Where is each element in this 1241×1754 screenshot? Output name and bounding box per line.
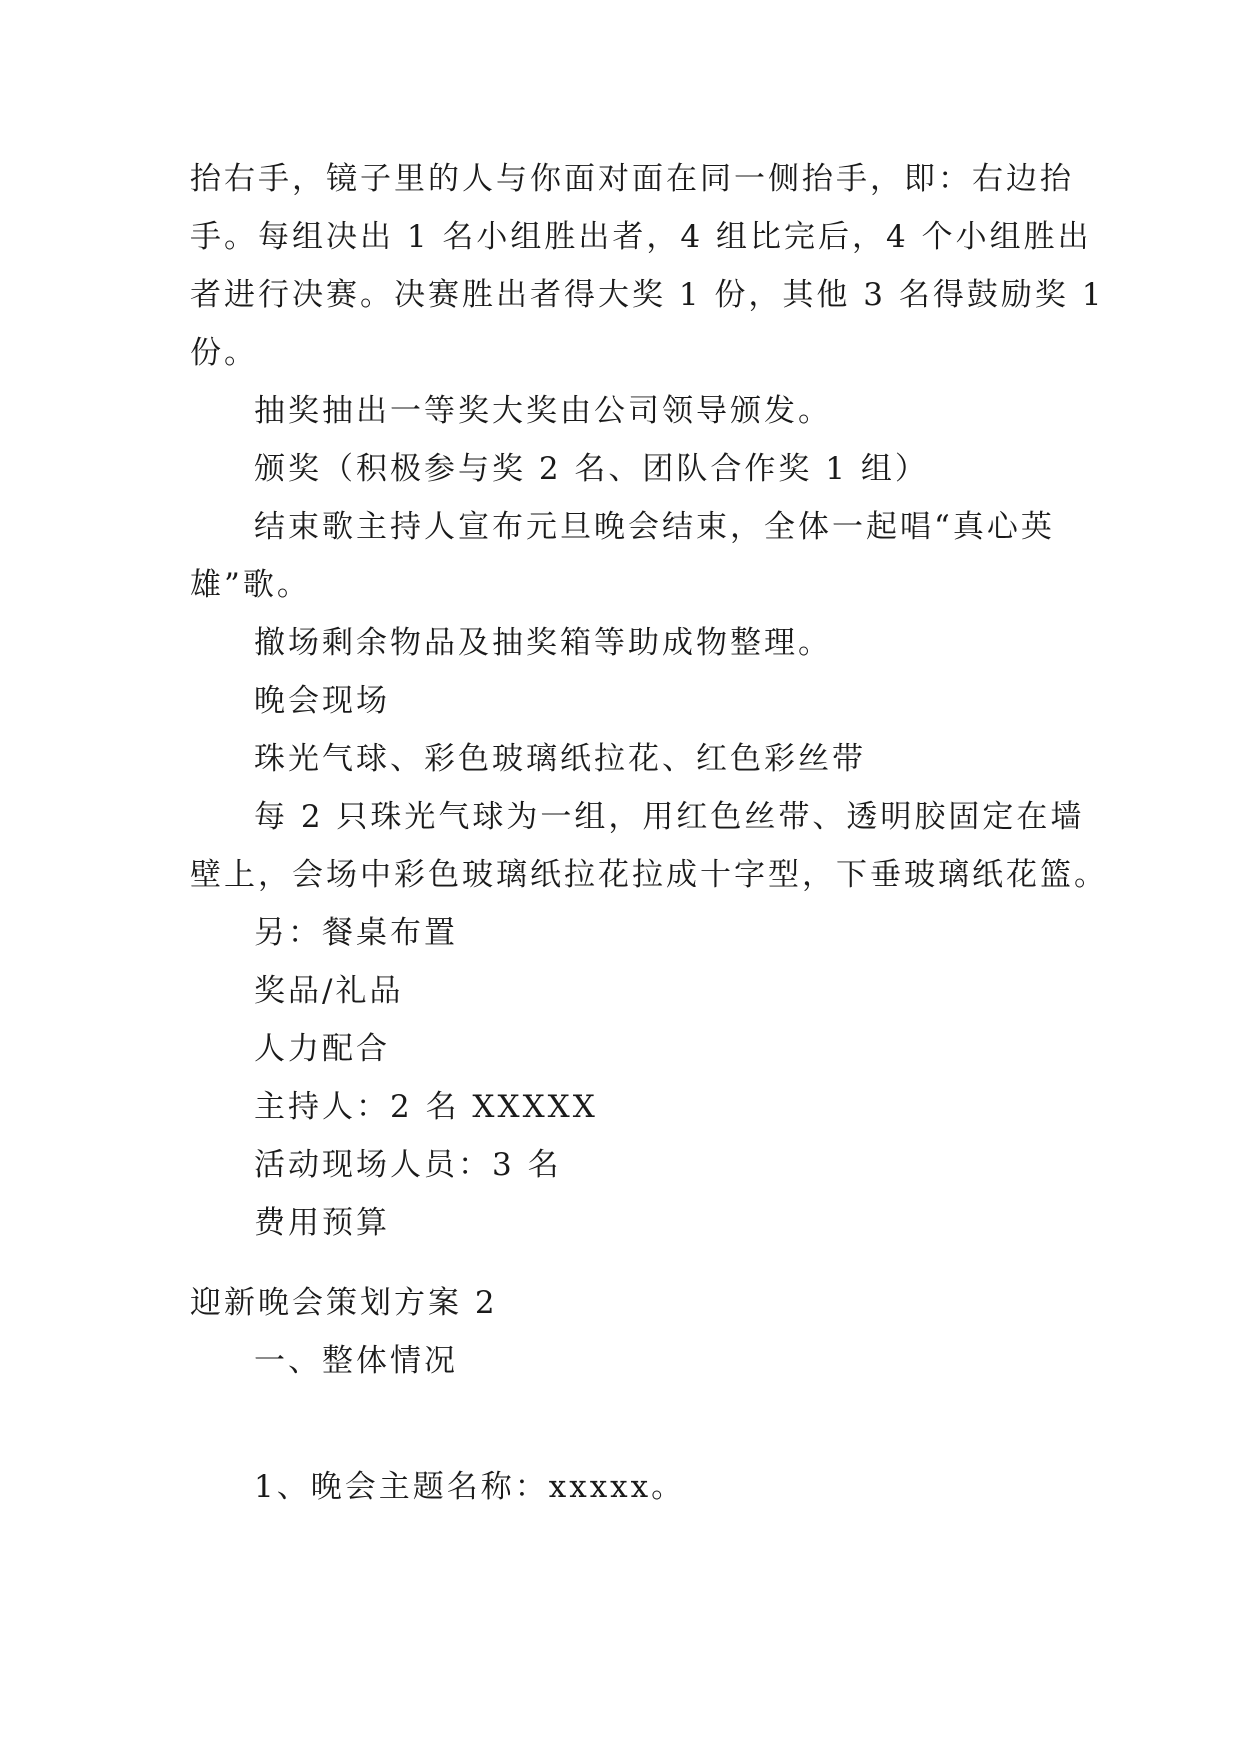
list-item-theme bbox=[190, 1458, 1048, 1516]
text-line: 雄”歌。 bbox=[190, 567, 311, 603]
paragraph-cleanup bbox=[190, 614, 1048, 672]
text-line: 另：餐桌布置 bbox=[254, 915, 458, 951]
text-line: 晚会现场 bbox=[254, 683, 390, 719]
paragraph-prizes bbox=[190, 962, 1048, 1020]
paragraph-budget bbox=[190, 1194, 1048, 1252]
document-body bbox=[190, 150, 1108, 1516]
paragraph-hosts bbox=[190, 1078, 1048, 1136]
paragraph-table-setup bbox=[190, 904, 1048, 962]
text-line: 结束歌主持人宣布元旦晚会结束，全体一起唱“真心英 bbox=[254, 509, 1055, 545]
list-item-text: 1、晚会主题名称：xxxxx。 bbox=[254, 1469, 686, 1505]
text-line: 抽奖抽出一等奖大奖由公司领导颁发。 bbox=[254, 393, 832, 429]
section-title-text: 迎新晚会策划方案 2 bbox=[190, 1285, 498, 1321]
paragraph-continuation bbox=[190, 150, 1105, 382]
text-line: 者进行决赛。决赛胜出者得大奖 1 份，其他 3 名得鼓励奖 1 bbox=[190, 277, 1105, 313]
paragraph-lottery bbox=[190, 382, 1048, 440]
text-line: 人力配合 bbox=[254, 1031, 390, 1067]
heading-text: 一、整体情况 bbox=[254, 1343, 458, 1379]
heading-overall bbox=[190, 1332, 1048, 1390]
spacer bbox=[190, 1252, 1048, 1274]
paragraph-staffing bbox=[190, 1020, 1048, 1078]
section-title bbox=[190, 1274, 1048, 1332]
text-line: 颁奖（积极参与奖 2 名、团队合作奖 1 组） bbox=[254, 451, 929, 487]
text-line: 奖品/礼品 bbox=[254, 973, 404, 1009]
text-line: 抬右手，镜子里的人与你面对面在同一侧抬手，即：右边抬 bbox=[190, 161, 1074, 197]
text-line: 份。 bbox=[190, 335, 258, 371]
paragraph-onsite-staff bbox=[190, 1136, 1048, 1194]
paragraph-decorations bbox=[190, 730, 1048, 788]
text-line: 费用预算 bbox=[254, 1205, 390, 1241]
text-line: 主持人：2 名 XXXXX bbox=[254, 1089, 598, 1125]
paragraph-closing-song bbox=[190, 498, 1055, 614]
text-line: 壁上，会场中彩色玻璃纸拉花拉成十字型，下垂玻璃纸花篮。 bbox=[190, 857, 1108, 893]
text-line: 每 2 只珠光气球为一组，用红色丝带、透明胶固定在墙 bbox=[254, 799, 1085, 835]
paragraph-awards bbox=[190, 440, 1048, 498]
paragraph-venue bbox=[190, 672, 1048, 730]
spacer bbox=[190, 1390, 1048, 1458]
text-line: 撤场剩余物品及抽奖箱等助成物整理。 bbox=[254, 625, 832, 661]
text-line: 活动现场人员：3 名 bbox=[254, 1147, 562, 1183]
text-line: 珠光气球、彩色玻璃纸拉花、红色彩丝带 bbox=[254, 741, 866, 777]
text-line: 手。每组决出 1 名小组胜出者，4 组比完后，4 个小组胜出 bbox=[190, 219, 1092, 255]
paragraph-balloons bbox=[190, 788, 1108, 904]
